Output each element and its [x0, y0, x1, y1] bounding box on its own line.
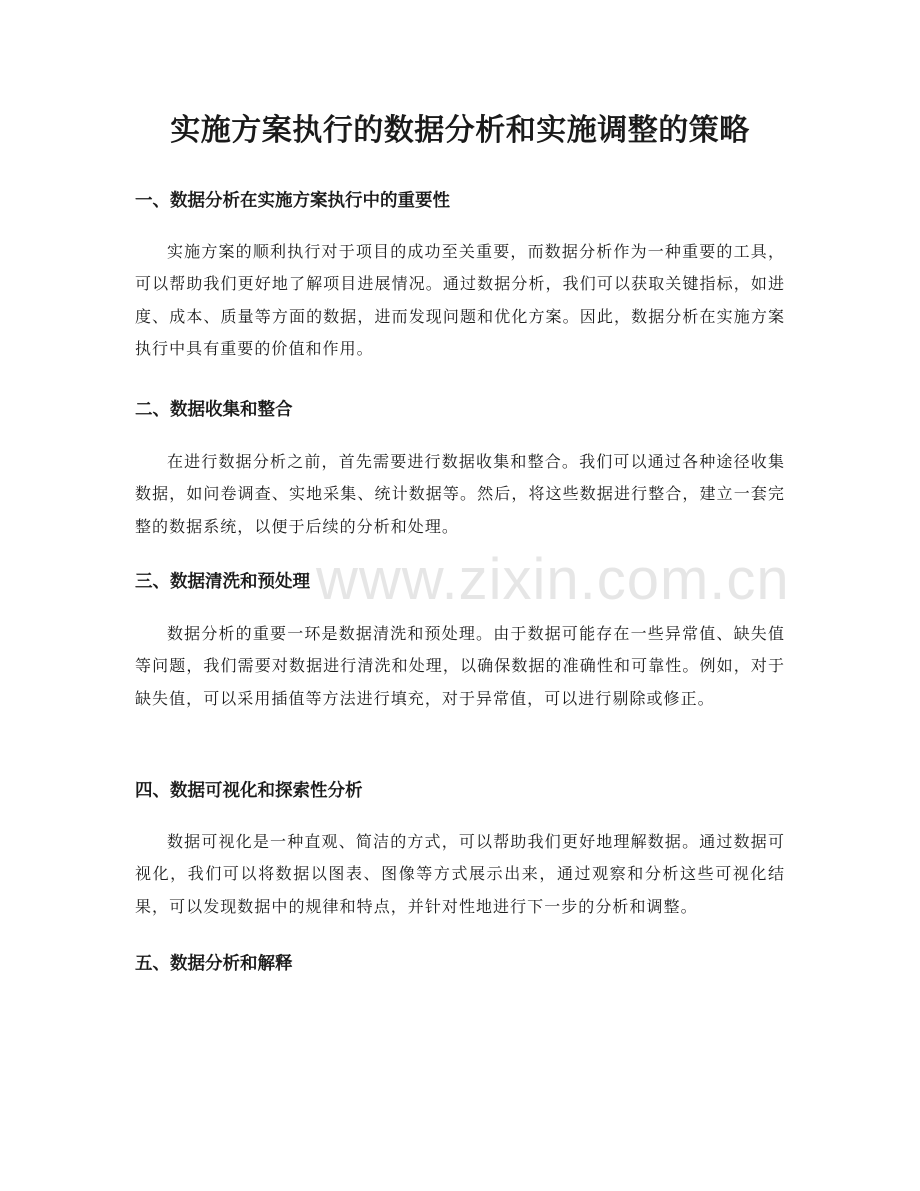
- section-heading-2: 二、数据收集和整合: [135, 400, 293, 420]
- document-title: 实施方案执行的数据分析和实施调整的策略: [170, 113, 750, 148]
- watermark: www.zixin.com.cn: [316, 547, 790, 612]
- section-heading-3: 三、数据清洗和预处理: [135, 572, 310, 592]
- section-paragraph-2: 在进行数据分析之前，首先需要进行数据收集和整合。我们可以通过各种途径收集数据，如问卷调查、实地采集、统计数据等。然后，将这些数据进行整合，建立一套完整的数据系统，以便于后续的分析和处理。: [135, 452, 785, 536]
- section-paragraph-1: 实施方案的顺利执行对于项目的成功至关重要，而数据分析作为一种重要的工具，可以帮助我们更好地了解项目进展情况。通过数据分析，我们可以获取关键指标，如进度、成本、质量等方面的数据，进而发现问题和优化方案。因此，数据分析在实施方案执行中具有重要的价值和作用。: [135, 242, 785, 359]
- section-paragraph-4: 数据可视化是一种直观、简洁的方式，可以帮助我们更好地理解数据。通过数据可视化，我们可以将数据以图表、图像等方式展示出来，通过观察和分析这些可视化结果，可以发现数据中的规律和特点，并针对性地进行下一步的分析和调整。: [135, 832, 785, 916]
- section-heading-5: 五、数据分析和解释: [135, 954, 293, 974]
- section-heading-1: 一、数据分析在实施方案执行中的重要性: [135, 191, 450, 211]
- section-paragraph-3: 数据分析的重要一环是数据清洗和预处理。由于数据可能存在一些异常值、缺失值等问题，我们需要对数据进行清洗和处理，以确保数据的准确性和可靠性。例如，对于缺失值，可以采用插值等方法进行填充，对于异常值，可以进行剔除或修正。: [135, 624, 785, 708]
- section-heading-4: 四、数据可视化和探索性分析: [135, 781, 363, 801]
